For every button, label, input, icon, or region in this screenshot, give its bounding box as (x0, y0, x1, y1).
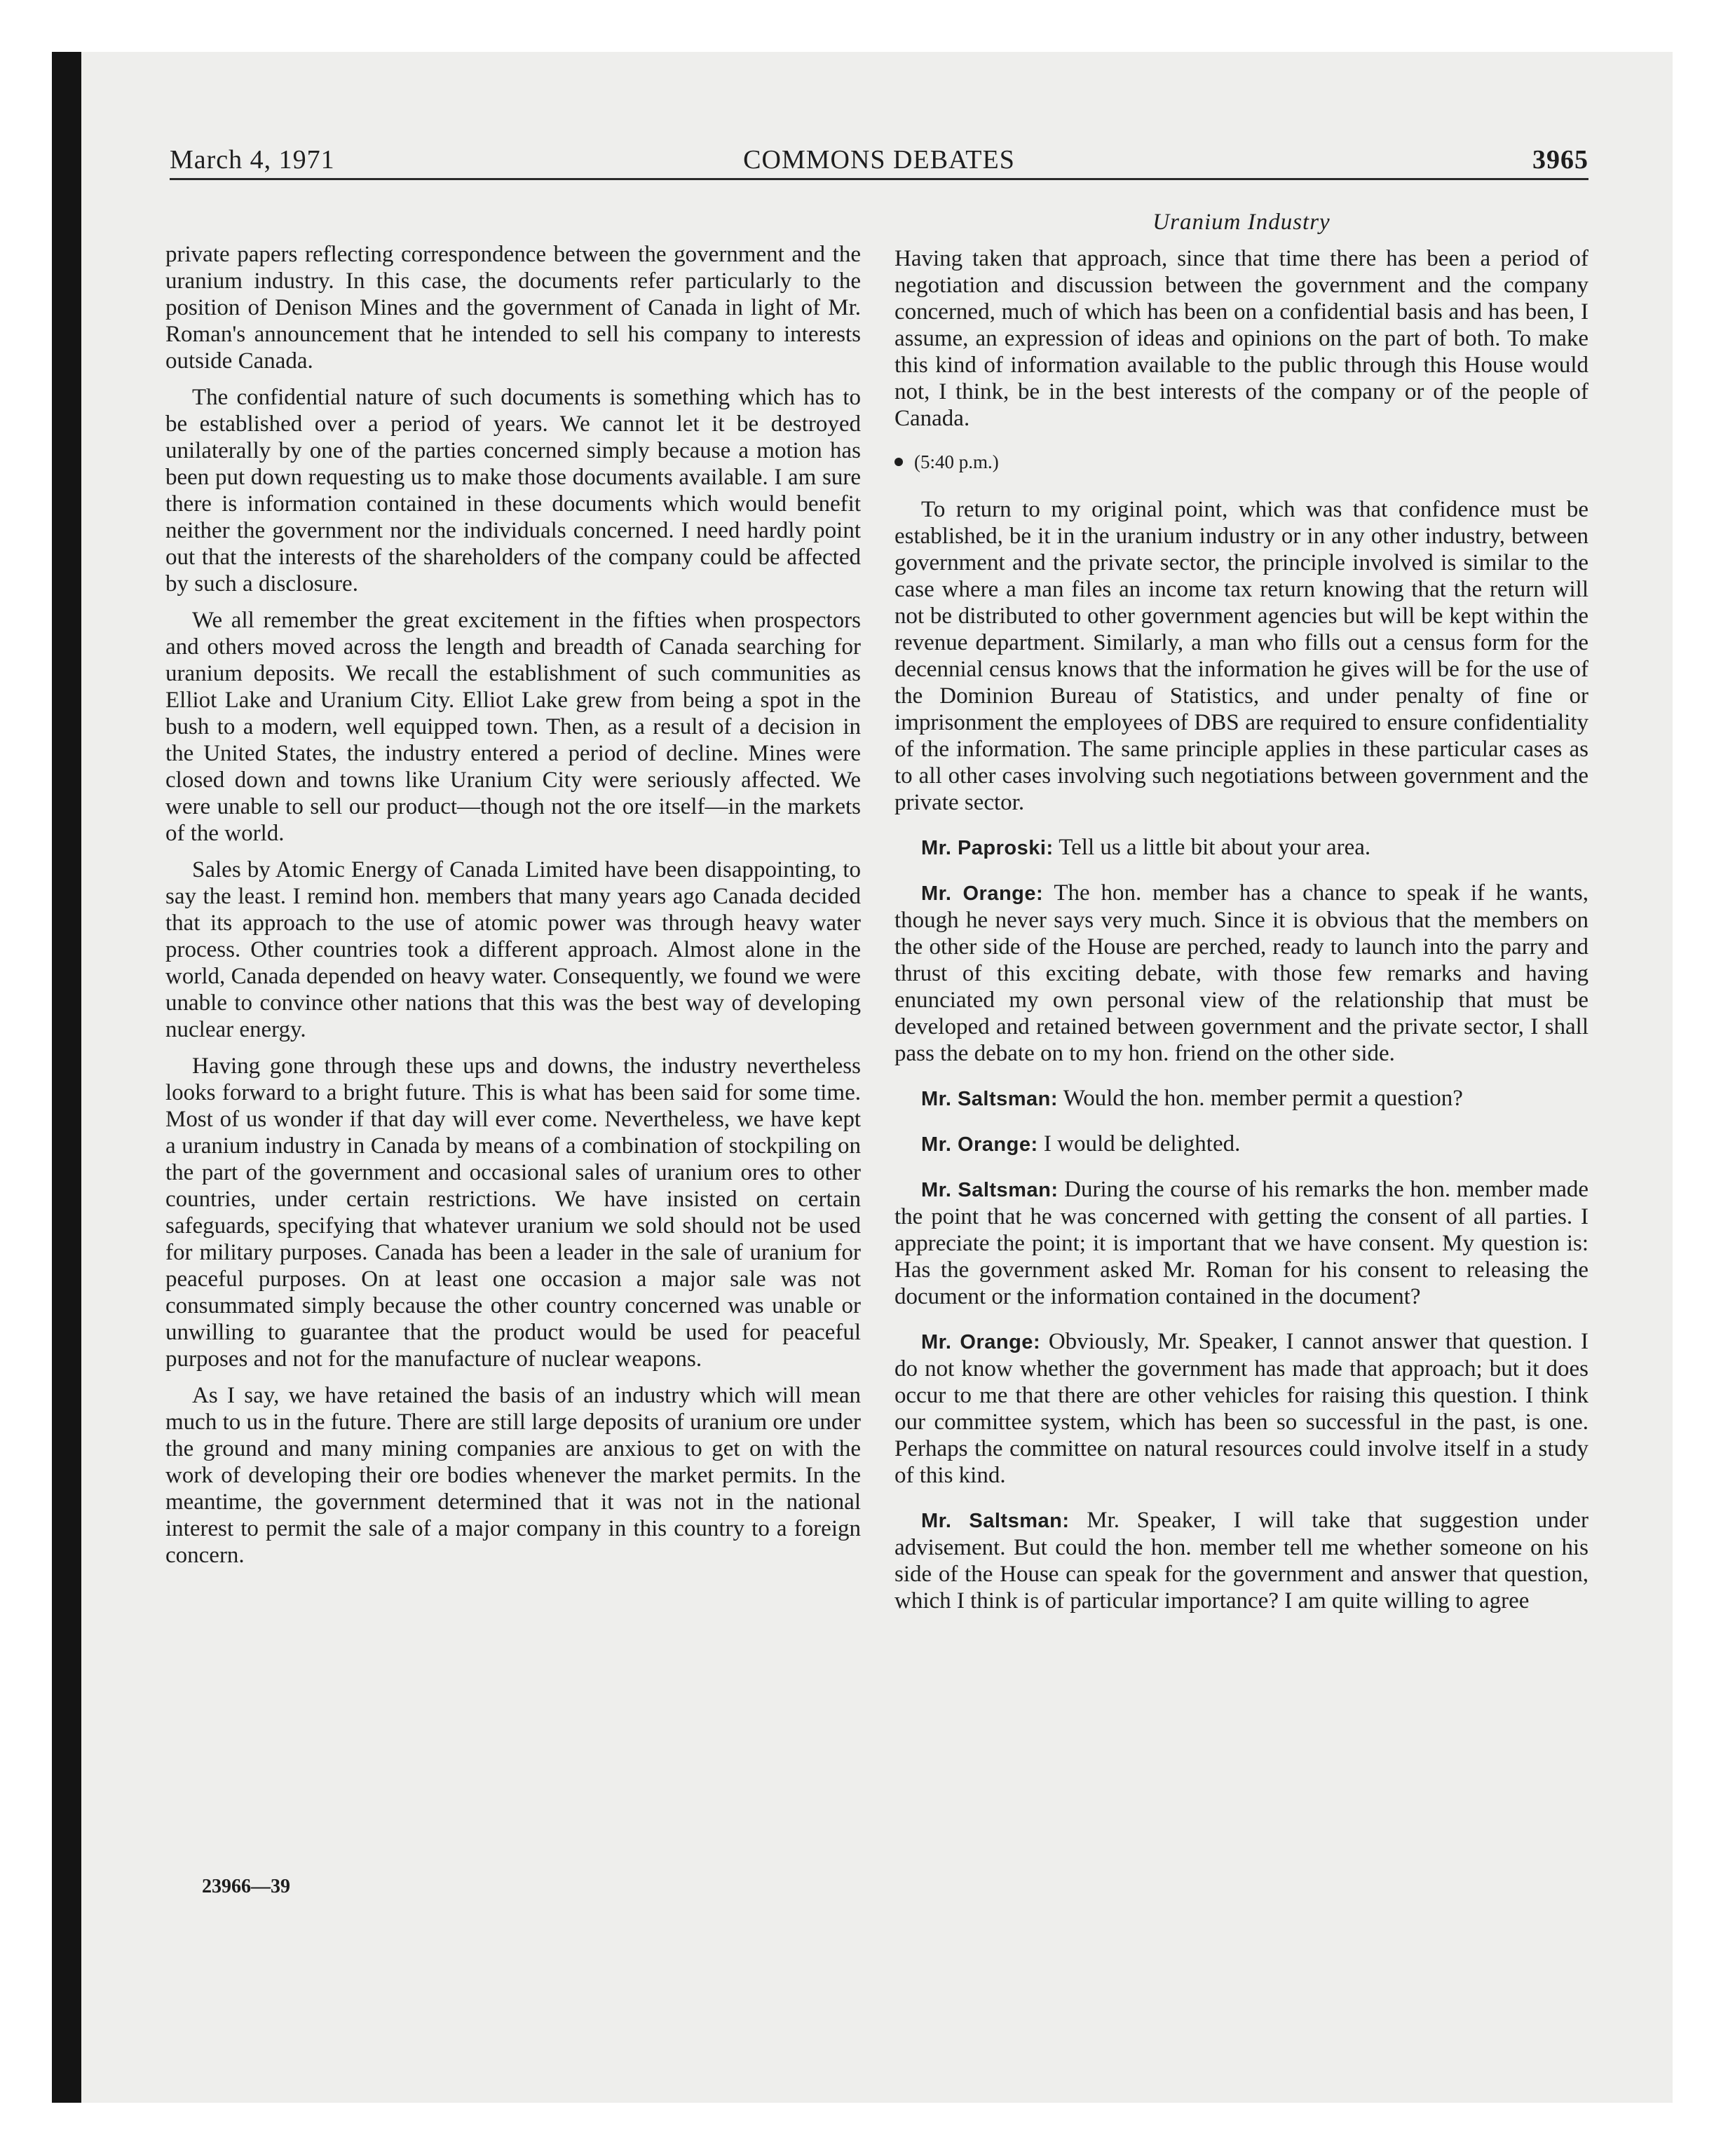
paragraph: private papers reflecting correspondence between the government and the uranium industry. In this case, the documents refer particularly to the position of Denison Mines and the government of Canada in light of Mr. Roman's announcement that he intended to sell his company to interests outside Canada. (165, 242, 861, 374)
scan-edge-bar (52, 52, 81, 2103)
speaker-name: Mr. Orange: (921, 1331, 1041, 1353)
header-date: March 4, 1971 (170, 145, 335, 175)
speech (894, 880, 1588, 1067)
speech-text: The hon. member has a chance to speak if he wants, though he never says very much. Since it is obvious that the members on the other side of the House are perched, ready to launch into the parry and thrust of this exciting debate, with those few remarks and having enunciated my own personal view of the relationship that must be developed and retained between government and the private sector, I shall pass the debate on to my hon. friend on the other side. (894, 880, 1589, 1066)
speech (894, 834, 1588, 861)
right-column (894, 209, 1588, 1614)
page-header (170, 139, 1588, 180)
speaker-name: Mr. Saltsman: (921, 1179, 1059, 1201)
paragraph: To return to my original point, which was that confidence must be established, be it in the uranium industry or in any other industry, between government and the private sector, the principle involved is similar to the case where a man files an income tax return knowing that the return will not be distributed to other government agencies but will be kept within the revenue department. Similarly, a man who fills out a census form for the decennial census knows that the information he gives will be for the use of the Dominion Bureau of Statistics, and under penalty of fine or imprisonment the employees of DBS are required to ensure confidentiality of the information. The same principle applies in these particular cases as to all other cases involving such negotiations between government and the private sector. (894, 497, 1588, 815)
speaker-name: Mr. Orange: (921, 882, 1044, 905)
paragraph: We all remember the great excitement in the fifties when prospectors and others moved across the length and breadth of Canada searching for uranium deposits. We recall the establishment of such communities as Elliot Lake and Uranium City. Elliot Lake grew from being a spot in the bush to a modern, well equipped town. Then, as a result of a decision in the United States, the industry entered a period of decline. Mines were closed down and towns like Uranium City were seriously affected. We were unable to sell our product—though not the ore itself—in the markets of the world. (165, 608, 861, 846)
speech-text: I would be delighted. (1043, 1131, 1241, 1157)
speech (894, 1085, 1588, 1112)
speech-text: Obviously, Mr. Speaker, I cannot answer that question. I do not know whether the government has made that approach; but it does occur to me that there are other vehicles for raising this question. I think our committee system, which has been so successful in the past, is one. Perhaps the committee on natural resources could involve itself in a study of this kind. (894, 1329, 1588, 1488)
speech-text: Tell us a little bit about your area. (1059, 835, 1371, 860)
speech-text: During the course of his remarks the hon. member made the point that he was concerned with getting the consent of all parties. I appreciate the point; it is important that we have consent. My question is: Has the government asked Mr. Roman for his consent to releasing the document or the information contained in the document? (894, 1177, 1589, 1309)
time-marker (894, 449, 1588, 475)
running-head: Uranium Industry (1152, 210, 1331, 235)
footer-code: 23966—39 (202, 1876, 290, 1897)
paragraph: Having gone through these ups and downs, the industry nevertheless looks forward to a bright future. This is what has been said for some time. Most of us wonder if that day will ever come. Nevertheless, we have kept a uranium industry in Canada by means of a combination of stockpiling on the part of the government and occasional sales of uranium ores to other countries, under certain restrictions. We have insisted on certain safeguards, specifying that whatever uranium we sold should not be used for military purposes. Canada has been a leader in the sale of uranium for peaceful purposes. On at least one occasion a major sale was not consummated simply because the other country concerned was unable or unwilling to guarantee that the product would be used for peaceful purposes and not for the manufacture of nuclear weapons. (165, 1053, 861, 1372)
paragraph: Having taken that approach, since that time there has been a period of negotiation and discussion between the government and the company concerned, much of which has been on a confidential basis and has been, I assume, an expression of ideas and opinions on the part of both. To make this kind of information available to the public through this House would not, I think, be in the best interests of the company or of the people of Canada. (894, 246, 1588, 431)
time-marker-text: (5:40 p.m.) (914, 451, 999, 472)
speaker-name: Mr. Orange: (921, 1133, 1038, 1156)
paragraph: As I say, we have retained the basis of an industry which will mean much to us in the future. There are still large deposits of uranium ore under the ground and many mining companies are anxious to get on with the work of developing their ore bodies whenever the market permits. In the meantime, the government determined that it was not in the national interest to permit the sale of a major company in this country to a foreign concern. (165, 1383, 861, 1568)
speech-text: Mr. Speaker, I will take that suggestion under advisement. But could the hon. member tell me whether someone on his side of the House can speak for the government and answer that question, which I think is of particular importance? I am quite willing to agree (894, 1508, 1589, 1613)
speech-text: Would the hon. member permit a question? (1063, 1086, 1463, 1111)
paragraph: Sales by Atomic Energy of Canada Limited have been disappointing, to say the least. I remind hon. members that many years ago Canada decided that its approach to the use of atomic power was through heavy water process. Other countries took a different approach. Almost alone in the world, Canada depended on heavy water. Consequently, we found we were unable to convince other nations that this was the best way of developing nuclear energy. (165, 857, 861, 1042)
speaker-name: Mr. Saltsman: (921, 1510, 1070, 1532)
left-column (165, 241, 861, 1569)
paragraph: The confidential nature of such documents is something which has to be established over a period of years. We cannot let it be destroyed unilaterally by one of the parties concerned simply because a motion has been put down requesting us to make those documents available. I am sure there is information contained in these documents which would benefit neither the government nor the individuals concerned. I need hardly point out that the interests of the shareholders of the company could be affected by such a disclosure. (165, 385, 861, 596)
speech (894, 1176, 1588, 1310)
header-page-number: 3965 (1532, 145, 1588, 175)
speaker-name: Mr. Saltsman: (921, 1088, 1059, 1110)
speech (894, 1507, 1588, 1614)
speech (894, 1131, 1588, 1158)
header-title: COMMONS DEBATES (743, 145, 1015, 175)
bullet-icon (894, 458, 903, 466)
speech (894, 1328, 1588, 1489)
speaker-name: Mr. Paproski: (921, 837, 1054, 859)
